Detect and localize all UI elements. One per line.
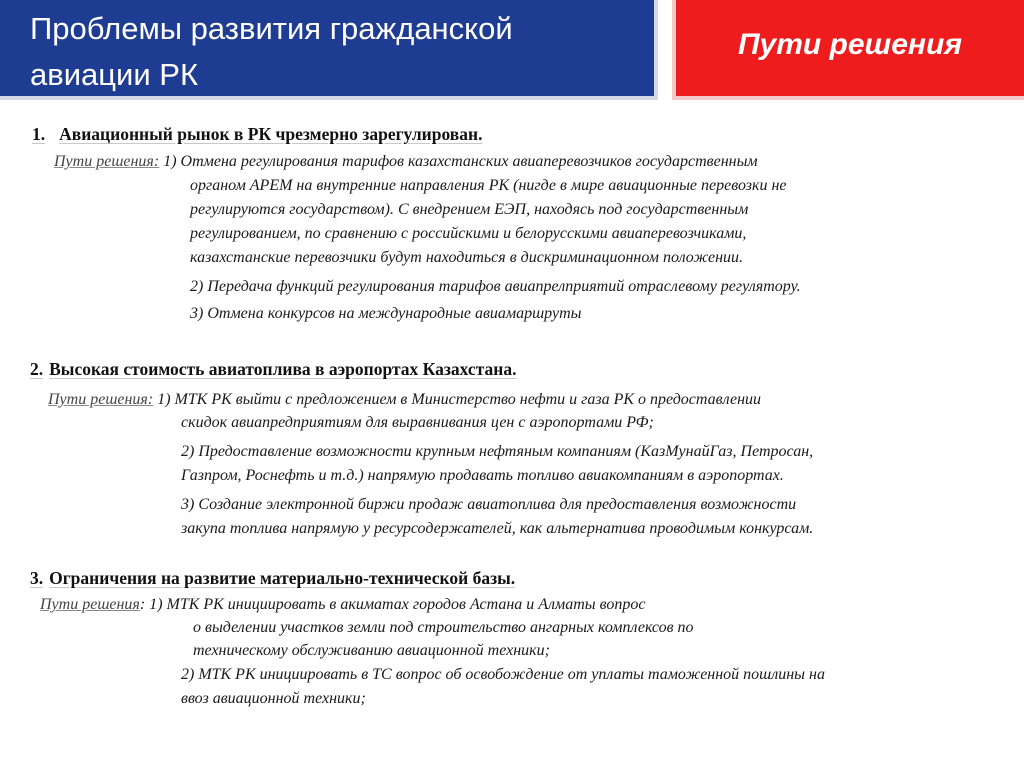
section-2-line-2: скидок авиапредприятиям для выравнивания цен с аэропортами РФ;: [181, 414, 654, 431]
section-1-line-5: казахстанские перевозчики будут находиться в дискриминационном положении.: [190, 249, 744, 266]
section-3-line-4: 2) МТК РК инициировать в ТС вопрос об освобождение от уплаты таможенной пошлины на: [181, 666, 825, 683]
section-2-heading: [30, 359, 516, 380]
section-2-number: 2.: [30, 359, 44, 379]
title-banner: [0, 0, 658, 100]
section-1-heading-text: Авиационный рынок в РК чрезмерно зарегулирован.: [59, 124, 483, 144]
section-2-line-5: 3) Создание электронной биржи продаж авиатоплива для предоставления возможности: [181, 496, 797, 513]
section-2-line-4: Газпром, Роснефть и т.д.) напрямую продавать топливо авиакомпаниям в аэропортах.: [181, 467, 784, 484]
section-3-line-3: техническому обслуживанию авиационной техники;: [193, 642, 550, 659]
section-1-heading: [32, 124, 482, 145]
solutions-banner: [672, 0, 1024, 100]
section-1-line-2: органом АРЕМ на внутренние направления РК (нигде в мире авиационные перевозки не: [190, 177, 787, 194]
section-3-line-2: о выделении участков земли под строительство ангарных комплексов по: [193, 619, 694, 636]
section-1-line-7: 3) Отмена конкурсов на международные авиамаршруты: [190, 305, 582, 322]
section-3-heading-text: Ограничения на развитие материально-технической базы.: [49, 568, 516, 588]
section-1-line-1-text: 1) Отмена регулирования тарифов казахстанских авиаперевозчиков государственным: [163, 153, 758, 170]
section-1-solutions-label: Пути решения:: [54, 153, 160, 170]
section-2-line-3: 2) Предоставление возможности крупным нефтяным компаниям (КазМунайГаз, Петросан,: [181, 443, 814, 460]
section-3-line-1: [40, 596, 645, 614]
section-3-heading: [30, 568, 515, 589]
solutions-banner-label: Пути решения: [737, 28, 963, 61]
section-2-heading-text: Высокая стоимость авиатоплива в аэропортах Казахстана.: [49, 359, 517, 379]
section-3-line-1-text: 1) МТК РК инициировать в акиматах городов Астана и Алматы вопрос: [149, 596, 646, 613]
section-2-line-1: [48, 391, 761, 409]
section-3-solutions-label: Пути решения: [40, 596, 140, 613]
section-1-line-3: регулируются государством). С внедрением ЕЭП, находясь под государственным: [190, 201, 749, 218]
section-2-line-6: закупа топлива напрямую у ресурсодержателей, как альтернатива проводимым конкурсам.: [181, 520, 814, 537]
slide-title: Проблемы развития гражданской авиации РК: [30, 11, 513, 92]
section-3-number: 3.: [30, 568, 44, 588]
section-3-line-5: ввоз авиационной техники;: [181, 690, 366, 707]
section-2-solutions-label: Пути решения:: [48, 391, 154, 408]
section-1-number: 1.: [32, 124, 46, 144]
section-1-line-1: [54, 153, 758, 171]
section-2-line-1-text: 1) МТК РК выйти с предложением в Министерство нефти и газа РК о предоставлении: [157, 391, 762, 408]
section-3-solutions-suffix: :: [139, 596, 146, 613]
section-1-line-4: регулированием, по сравнению с российскими и белорусскими авиаперевозчиками,: [190, 225, 747, 242]
section-1-line-6: 2) Передача функций регулирования тарифов авиапрелприятий отраслевому регулятору.: [190, 278, 801, 295]
